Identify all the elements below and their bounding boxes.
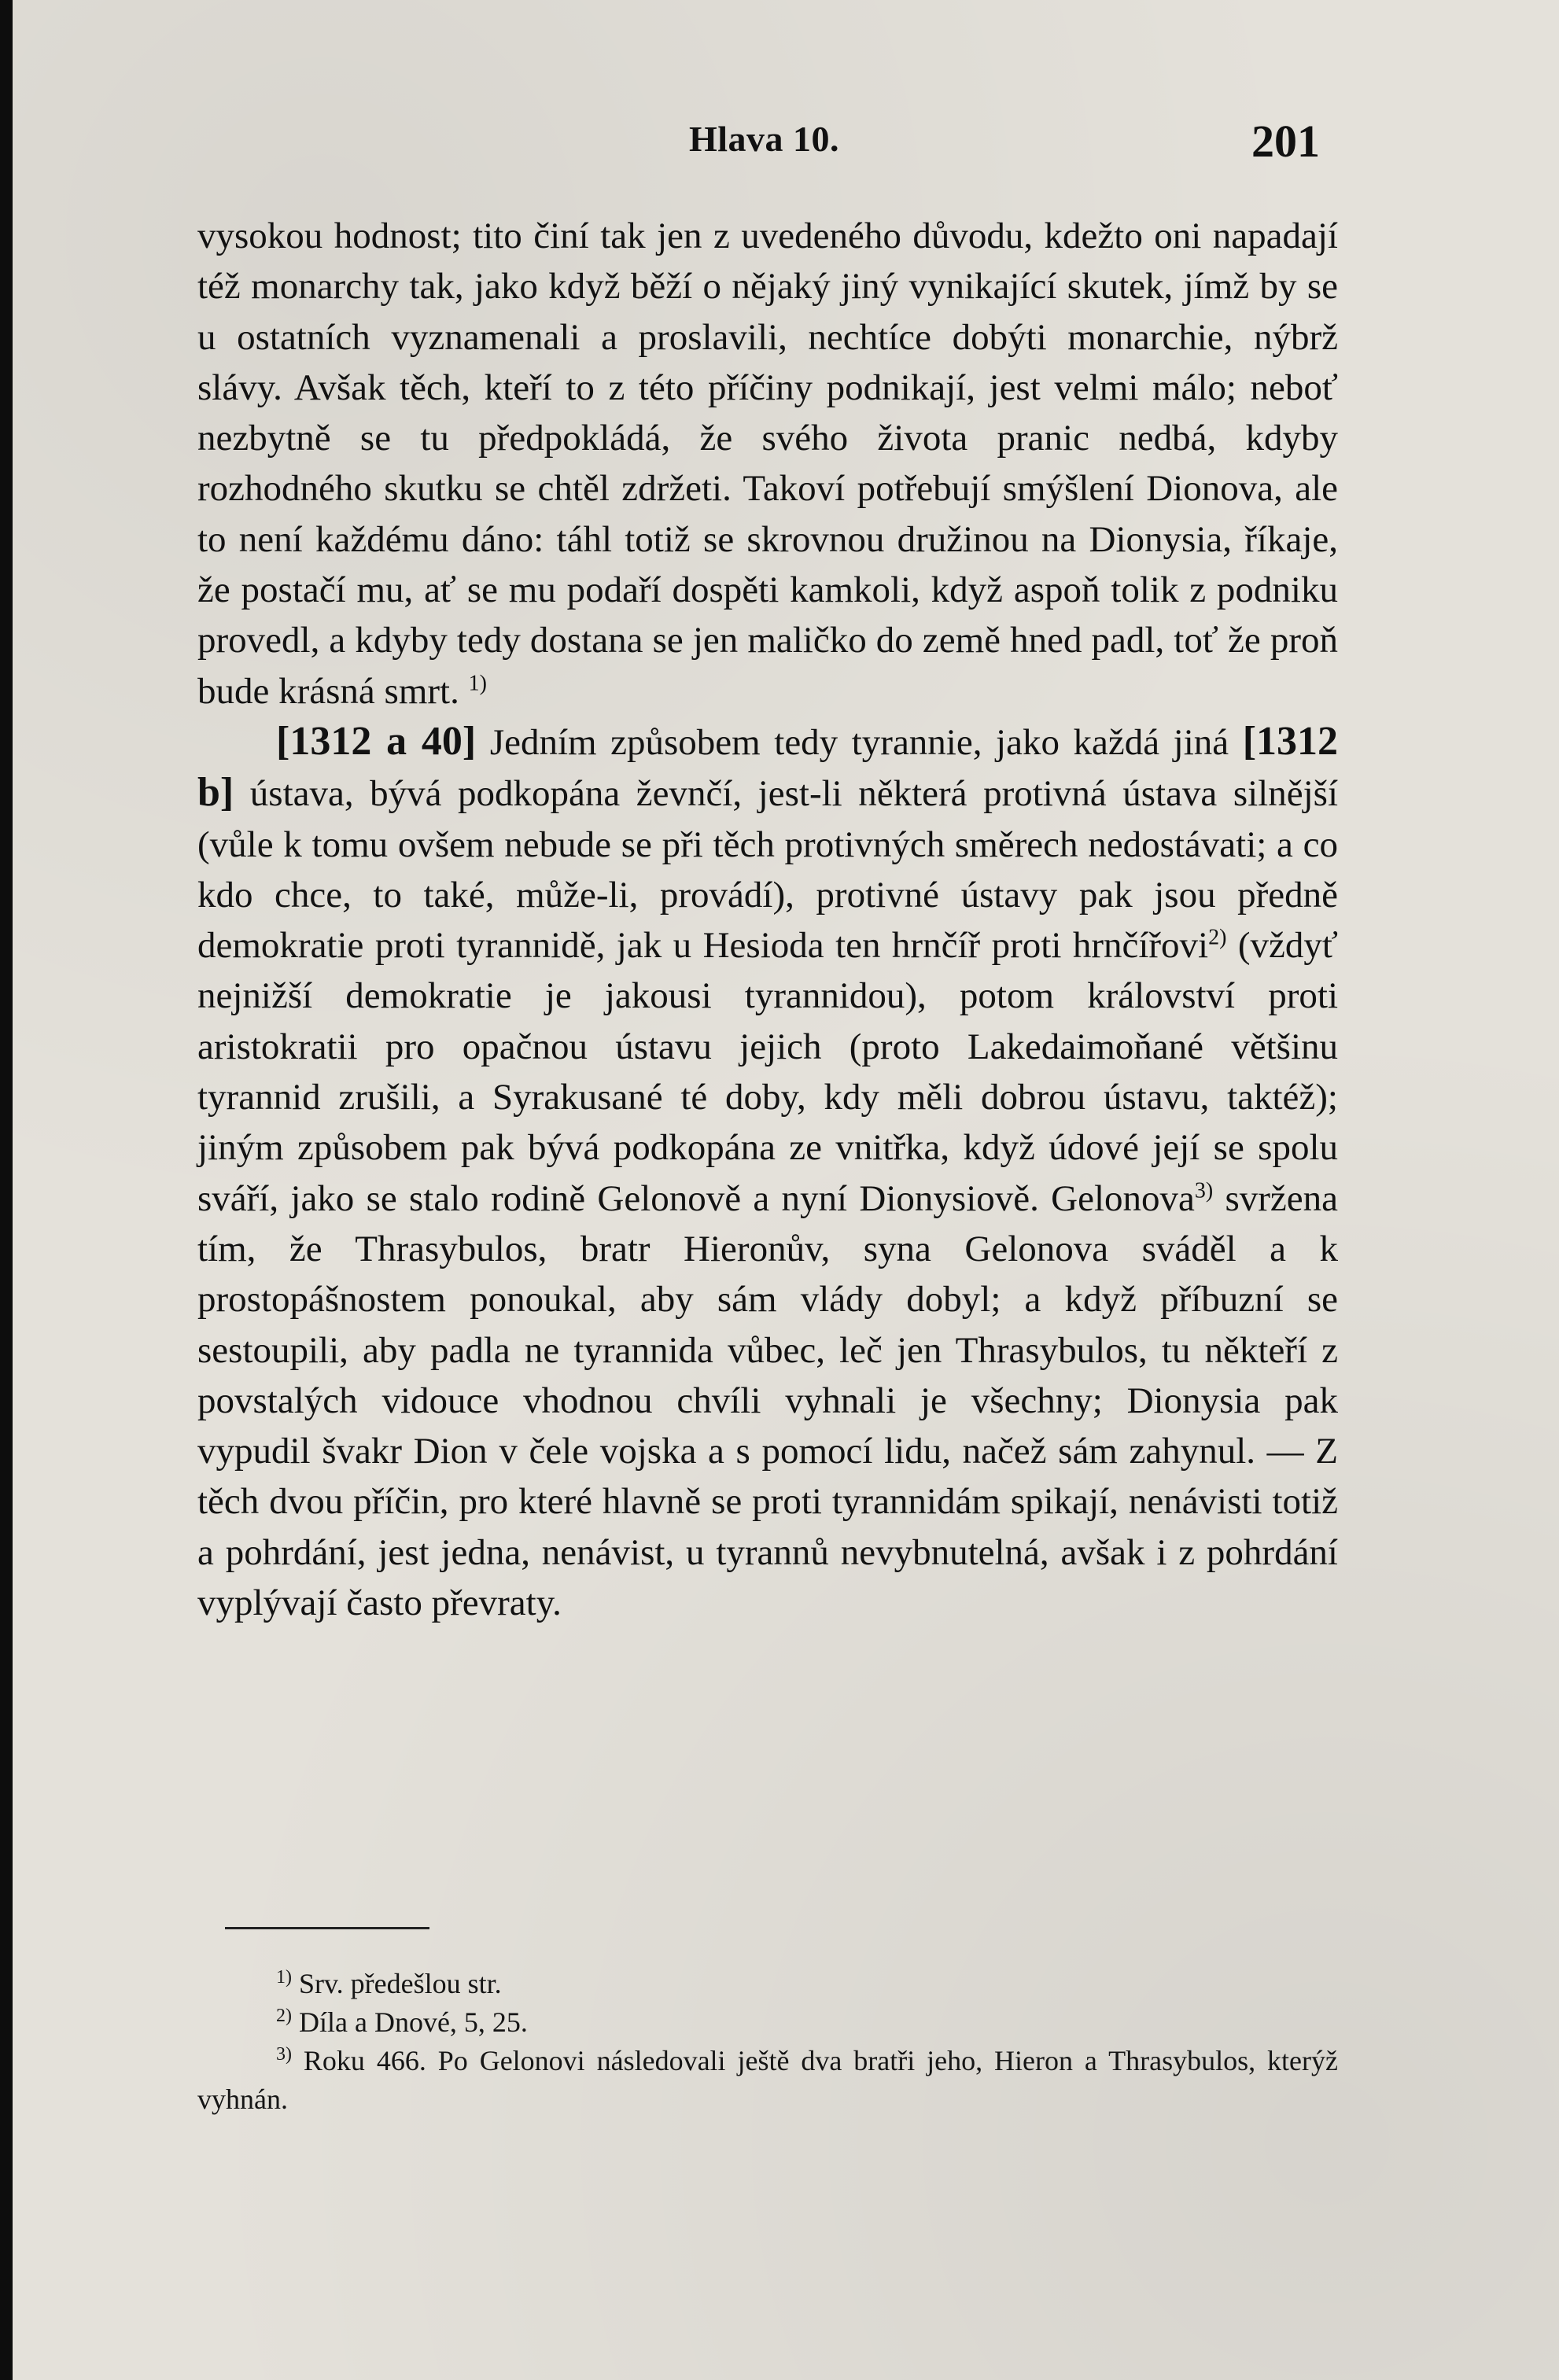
footnote-ref-2: 2) [1208,925,1227,950]
running-head: Hlava 10. [689,119,840,159]
footnote-1 [197,1965,1338,2003]
footnote-2-text: Díla a Dnové, 5, 25. [299,2006,528,2038]
footnote-3-text: Roku 466. Po Gelonovi následovali ještě dva bratři jeho, Hieron a Thrasybulos, kterýž vyhnán. [197,2045,1339,2115]
paragraph-1 [197,211,1338,717]
footnote-ref-1: 1) [468,671,487,696]
footnote-3-mark: 3) [276,2044,292,2065]
footnote-3 [197,2042,1338,2119]
footnote-separator [225,1927,429,1929]
main-text [197,211,1338,1628]
paragraph-2-text-c: (vždyť nejnižší demokratie je jakousi tyrannidou), potom království proti aristokratii pro opačnou ústavu jejich (proto Lakedaimoňané většinu tyrannid zrušili, a Syrakusané té doby, kdy měli dobrou ústavu, taktéž); jiným způsobem pak bývá podkopána ze vnitřka, když údové její se spolu sváří, jako se stalo rodině Gelonově a nyní Dionysiově. Gelonova [197,925,1338,1219]
footnote-ref-3: 3) [1194,1177,1214,1203]
paragraph-2-text-a: Jedním způsobem tedy tyrannie, jako každá jiná [489,721,1229,763]
footnote-1-text: Srv. předešlou str. [299,1968,502,1999]
paragraph-1-text: vysokou hodnost; tito činí tak jen z uvedeného důvodu, kdežto oni napadají též monarchy tak, jako když běží o nějaký jiný vynikající skutek, jímž by se u ostatních vyznamenali a proslavili, nechtíce dobýti monarchie, nýbrž slávy. Avšak těch, kteří to z této příčiny podnikají, jest velmi málo; neboť nezbytně se tu předpokládá, že svého života pranic nedbá, kdyby rozhodného skutku se chtěl zdržeti. Takoví potřebují smýšlení Dionova, ale to není každému dáno: táhl totiž se skrovnou družinou na Dionysia, říkaje, že postačí mu, ať se mu podaří dospěti kamkoli, když aspoň tolik z podniku provedl, a kdyby tedy dostana se jen maličko do země hned padl, toť že proň bude krásná smrt. [197,216,1338,712]
footnote-1-mark: 1) [276,1967,292,1988]
paragraph-2 [197,717,1338,1628]
book-page [13,0,1559,2380]
paragraph-2-text-d: svržena tím, že Thrasybulos, bratr Hieronův, syna Gelonova sváděl a k prostopášnostem ponoukal, aby sám vlády dobyl; a když příbuzní se sestoupili, aby padla ne tyrannida vůbec, leč jen Thrasybulos, tu někteří z povstalých vidouce vhodnou chvíli vyhnali je všechny; Dionysia pak vypudil švakr Dion v čele vojska a s pomocí lidu, načež sám zahynul. — Z těch dvou příčin, pro které hlavně se proti tyrannidám spikají, nenávisti totiž a pohrdání, jest jedna, nenávist, u tyrannů nevybnutelná, avšak i z pohrdání vyplývají často převraty. [197,1177,1338,1624]
paragraph-2-text-b: ústava, bývá podkopána ževnčí, jest-li některá protivná ústava silnější (vůle k tomu ovšem nebude se při těch protivných směrech nedostávati; a co kdo chce, to také, může-li, provádí), protivné ústavy pak jsou předně demokratie proti tyrannidě, jak u Hesioda ten hrnčíř proti hrnčířovi [197,773,1338,967]
page-number: 201 [1251,116,1320,167]
bekker-marker-1312a40: [1312 a 40] [276,718,477,764]
footnotes [197,1965,1338,2119]
footnote-2 [197,2003,1338,2042]
bekker-marker-1312b: [1312 b] [197,718,1339,816]
footnote-2-mark: 2) [276,2006,292,2026]
